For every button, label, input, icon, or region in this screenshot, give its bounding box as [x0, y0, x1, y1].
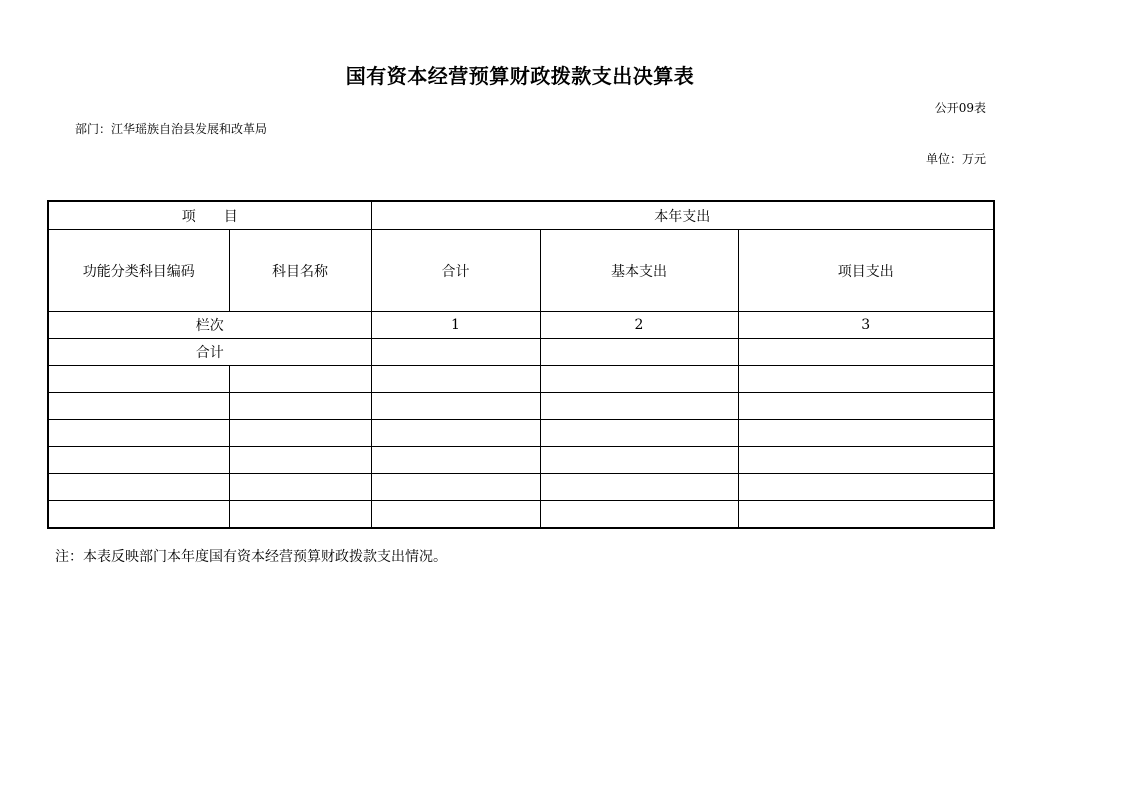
table-cell: [229, 393, 371, 420]
table-cell: [540, 420, 738, 447]
table-cell: [48, 501, 229, 529]
table-cell: [371, 474, 540, 501]
table-index-row: [48, 312, 994, 339]
footnote: 注：本表反映部门本年度国有资本经营预算财政拨款支出情况。: [55, 549, 447, 565]
header-function-code: 功能分类科目编码: [48, 230, 229, 312]
table-row: [48, 474, 994, 501]
table-total-row: [48, 339, 994, 366]
unit-label: 单位：万元: [925, 152, 986, 166]
table-cell: [371, 420, 540, 447]
table-cell: [540, 366, 738, 393]
table-cell: [371, 366, 540, 393]
table-cell: [229, 420, 371, 447]
header-item: 项 目: [48, 201, 371, 230]
table-cell: [48, 420, 229, 447]
table-header-row-2: [48, 230, 994, 312]
table-cell: [48, 447, 229, 474]
page-title: 国有资本经营预算财政拨款支出决算表: [345, 64, 695, 88]
total-label: 合计: [48, 339, 371, 366]
form-code: 公开09表: [934, 101, 986, 115]
table-header-row-1: [48, 201, 994, 230]
table-cell: [229, 501, 371, 529]
table-cell: [48, 474, 229, 501]
table-cell: [48, 393, 229, 420]
table-cell: [371, 501, 540, 529]
table-cell: [540, 501, 738, 529]
header-total: 合计: [371, 230, 540, 312]
table-cell: [738, 420, 994, 447]
table-cell: [738, 393, 994, 420]
table-row: [48, 501, 994, 529]
table-cell: [738, 366, 994, 393]
index-label: 栏次: [48, 312, 371, 339]
table-cell: [48, 366, 229, 393]
table-row: [48, 393, 994, 420]
table-cell: [738, 501, 994, 529]
table-cell: [229, 474, 371, 501]
department-label: 部门：江华瑶族自治县发展和改革局: [75, 122, 268, 136]
index-1: 1: [371, 312, 540, 339]
header-basic-expenditure: 基本支出: [540, 230, 738, 312]
table-row: [48, 420, 994, 447]
table-row: [48, 447, 994, 474]
header-current-year: 本年支出: [371, 201, 994, 230]
total-sum-cell: [371, 339, 540, 366]
index-3: 3: [738, 312, 994, 339]
table-cell: [540, 393, 738, 420]
table-row: [48, 366, 994, 393]
total-project-cell: [738, 339, 994, 366]
table-cell: [738, 447, 994, 474]
table-cell: [371, 447, 540, 474]
table-cell: [738, 474, 994, 501]
expenditure-table: [47, 200, 995, 529]
table-cell: [229, 366, 371, 393]
table-cell: [371, 393, 540, 420]
index-2: 2: [540, 312, 738, 339]
table-cell: [229, 447, 371, 474]
table-cell: [540, 474, 738, 501]
total-basic-cell: [540, 339, 738, 366]
table-cell: [540, 447, 738, 474]
header-project-expenditure: 项目支出: [738, 230, 994, 312]
header-subject-name: 科目名称: [229, 230, 371, 312]
